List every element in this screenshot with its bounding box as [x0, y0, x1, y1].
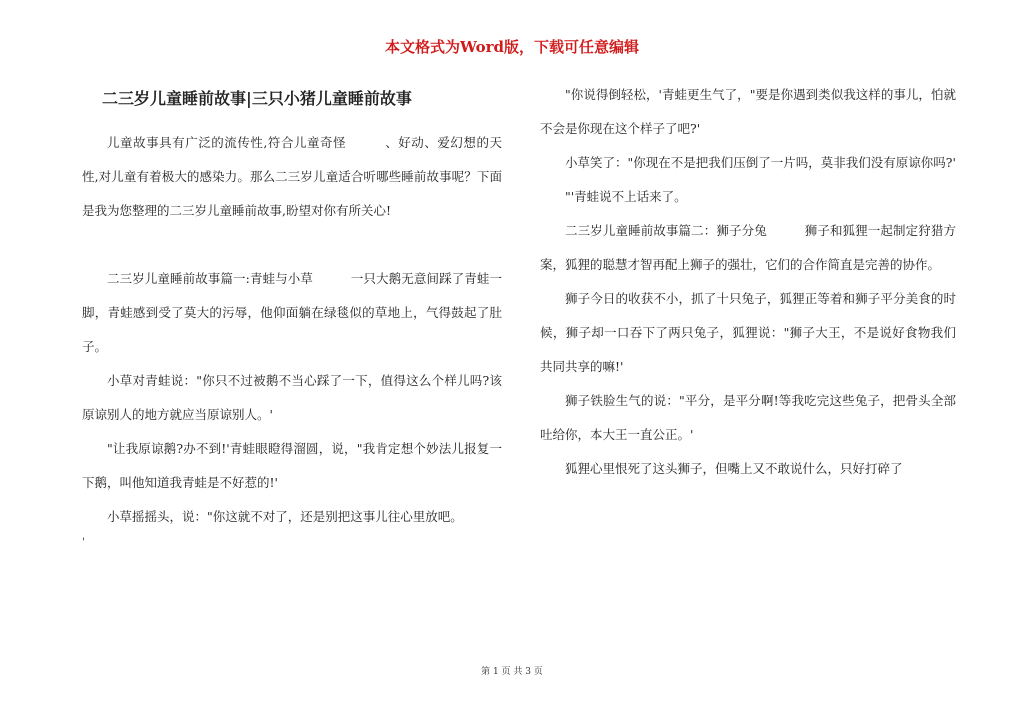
- right-column: [540, 78, 956, 486]
- story-paragraph: "'青蛙说不上话来了。: [565, 189, 687, 204]
- story-two-heading-paragraph: 二三岁儿童睡前故事篇二：狮子分兔 狮子和狐狸一起制定狩猎方案，狐狸的聪慧才智再配上狮子的强壮，它们的合作简直是完善的协作。: [540, 223, 956, 272]
- left-column: [82, 82, 502, 552]
- story-paragraph: "让我原谅鹅?办不到!'青蛙眼瞪得溜圆，说，"我肯定想个妙法儿报复一下鹅，叫他知道我青蛙是不好惹的!': [82, 441, 502, 490]
- story-paragraph: 小草对青蛙说："你只不过被鹅不当心踩了一下，值得这么个样儿吗?该原谅别人的地方就应当原谅别人。': [82, 373, 502, 422]
- intro-paragraph: 儿童故事具有广泛的流传性,符合儿童奇怪 、好动、爱幻想的天性,对儿童有着极大的感染力。那么二三岁儿童适合听哪些睡前故事呢？下面是我为您整理的二三岁儿童睡前故事,盼望对你有所关心!: [82, 135, 502, 218]
- story-paragraph: 狮子今日的收获不小，抓了十只兔子，狐狸正等着和狮子平分美食的时候，狮子却一口吞下了两只兔子，狐狸说："狮子大王，不是说好食物我们共同共享的嘛!': [540, 291, 956, 374]
- story-paragraph: 小草摇摇头，说："你这就不对了，还是别把这事儿往心里放吧。: [107, 509, 463, 524]
- story-paragraph: 狮子铁脸生气的说："平分，是平分啊!等我吃完这些兔子，把骨头全部吐给你，本大王一直公正。': [540, 393, 956, 442]
- story-paragraph: "你说得倒轻松，'青蛙更生气了，"要是你遇到类似我这样的事儿，怕就不会是你现在这个样子了吧?': [540, 87, 956, 136]
- story-one-heading-paragraph: 二三岁儿童睡前故事篇一:青蛙与小草 一只大鹅无意间踩了青蛙一脚，青蛙感到受了莫大的污辱，他仰面躺在绿毯似的草地上，气得鼓起了肚子。: [82, 271, 502, 354]
- blank-line: [82, 228, 502, 262]
- story-paragraph: 狐狸心里恨死了这头狮子，但嘴上又不敢说什么，只好打碎了: [565, 461, 903, 476]
- trailing-quote: ': [82, 537, 85, 548]
- page-footer: 第 1 页 共 3 页: [481, 667, 543, 677]
- story-paragraph: 小草笑了："你现在不是把我们压倒了一片吗，莫非我们没有原谅你吗?': [565, 155, 956, 170]
- download-banner: 本文格式为Word版，下载可任意编辑: [384, 38, 640, 56]
- article-title: 二三岁儿童睡前故事|三只小猪儿童睡前故事: [102, 89, 412, 108]
